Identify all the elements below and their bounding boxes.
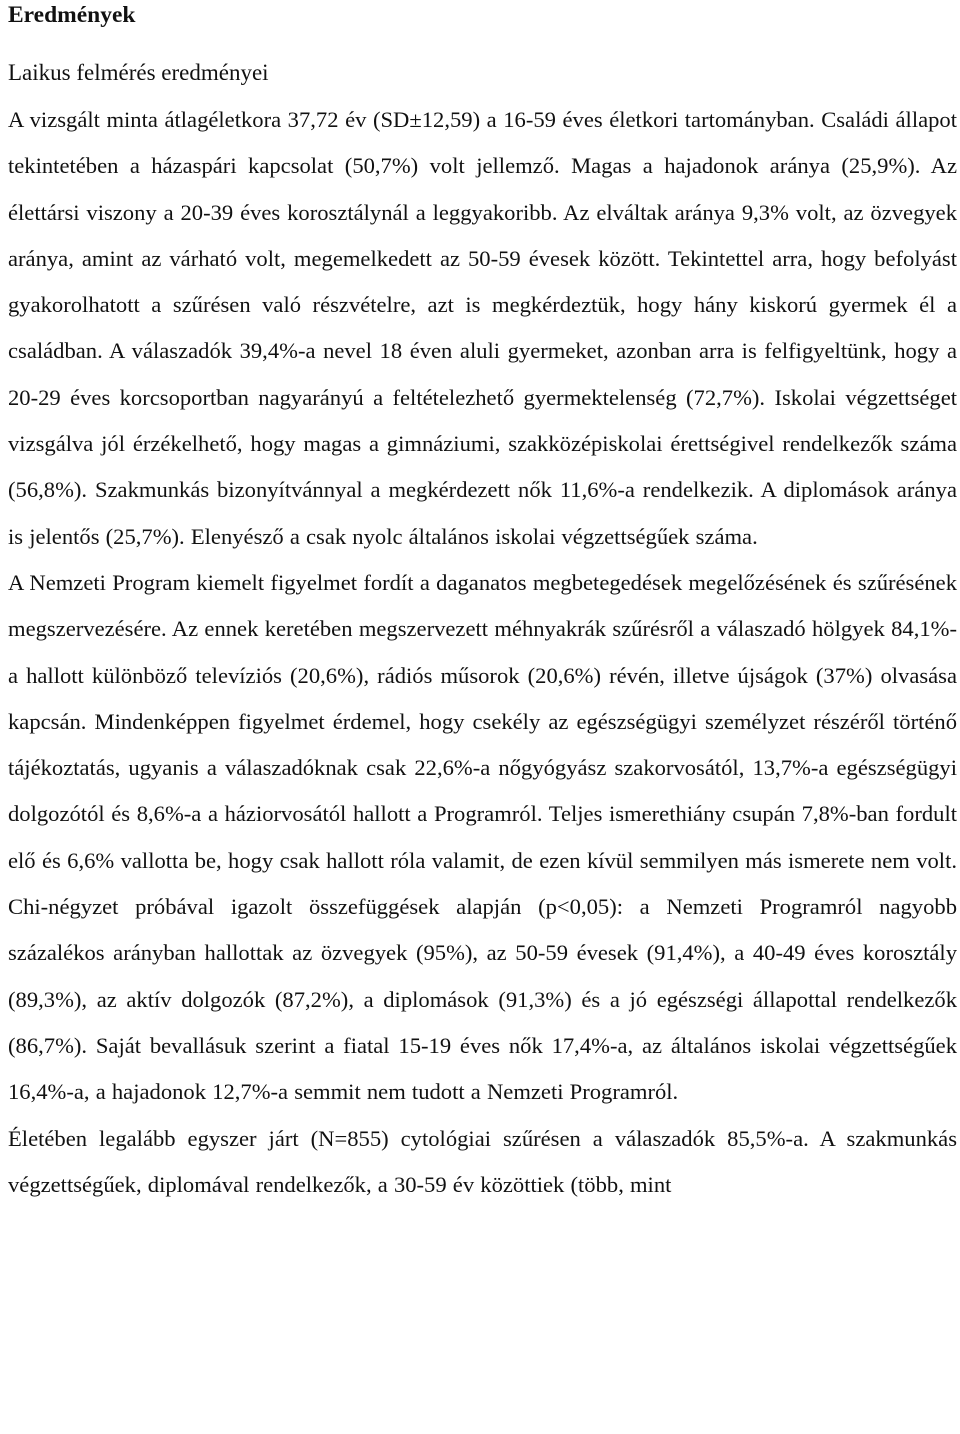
- section-heading: Eredmények: [8, 2, 136, 28]
- body-text: [8, 97, 957, 1208]
- subsection-heading: Laikus felmérés eredményei: [8, 60, 269, 85]
- paragraph-screening-participation: Életében legalább egyszer járt (N=855) cytológiai szűrésen a válaszadók 85,5%-a. A szakmunkás végzettségűek, diplomával rendelkezők, a 30-59 év közöttiek (több, mint: [8, 1125, 957, 1197]
- paragraph-national-program: A Nemzeti Program kiemelt figyelmet fordít a daganatos megbetegedések megelőzésének és szűrésének megszervezésére. Az ennek keretében megszervezett méhnyakrák szűrésről a válaszadó hölgyek 84,1%-a hallott különböző televíziós (20,6%), rádiós műsorok (20,6%) révén, illetve újságok (37%) olvasása kapcsán. Mindenképpen figyelmet érdemel, hogy csekély az egészségügyi személyzet részéről történő tájékoztatás, ugyanis a válaszadóknak csak 22,6%-a nőgyógyász szakorvosától, 13,7%-a egészségügyi dolgozótól és 8,6%-a a háziorvosától hallott a Programról. Teljes ismerethiány csupán 7,8%-ban fordult elő és 6,6% vallotta be, hogy csak hallott róla valamit, de ezen kívül semmilyen más ismerete nem volt. Chi-négyzet próbával igazolt összefüggések alapján (p<0,05): a Nemzeti Programról nagyobb százalékos arányban hallottak az özvegyek (95%), az 50-59 évesek (91,4%), a 40-49 éves korosztály (89,3%), az aktív dolgozók (87,2%), a diplomások (91,3%) és a jó egészségi állapottal rendelkezők (86,7%). Saját bevallásuk szerint a fiatal 15-19 éves nők 17,4%-a, az általános iskolai végzettségűek 16,4%-a, a hajadonok 12,7%-a semmit nem tudott a Nemzeti Programról.: [8, 569, 957, 1105]
- document-page: [8, 0, 957, 1208]
- paragraph-demographics: A vizsgált minta átlagéletkora 37,72 év (SD±12,59) a 16-59 éves életkori tartományban. Családi állapot tekintetében a házaspári kapcsolat (50,7%) volt jellemző. Magas a hajadonok aránya (25,9%). Az élettársi viszony a 20-39 éves korosztálynál a leggyakoribb. Az elváltak aránya 9,3% volt, az özvegyek aránya, amint az várható volt, megemelkedett az 50-59 évesek között. Tekintettel arra, hogy befolyást gyakorolhatott a szűrésen való részvételre, azt is megkérdeztük, hogy hány kiskorú gyermek él a családban. A válaszadók 39,4%-a nevel 18 éven aluli gyermeket, azonban arra is felfigyeltünk, hogy a 20-29 éves korcsoportban nagyarányú a feltételezhető gyermektelenség (72,7%). Iskolai végzettséget vizsgálva jól érzékelhető, hogy magas a gimnáziumi, szakközépiskolai érettségivel rendelkezők száma (56,8%). Szakmunkás bizonyítvánnyal a megkérdezett nők 11,6%-a rendelkezik. A diplomások aránya is jelentős (25,7%). Elenyésző a csak nyolc általános iskolai végzettségűek száma.: [8, 107, 957, 549]
